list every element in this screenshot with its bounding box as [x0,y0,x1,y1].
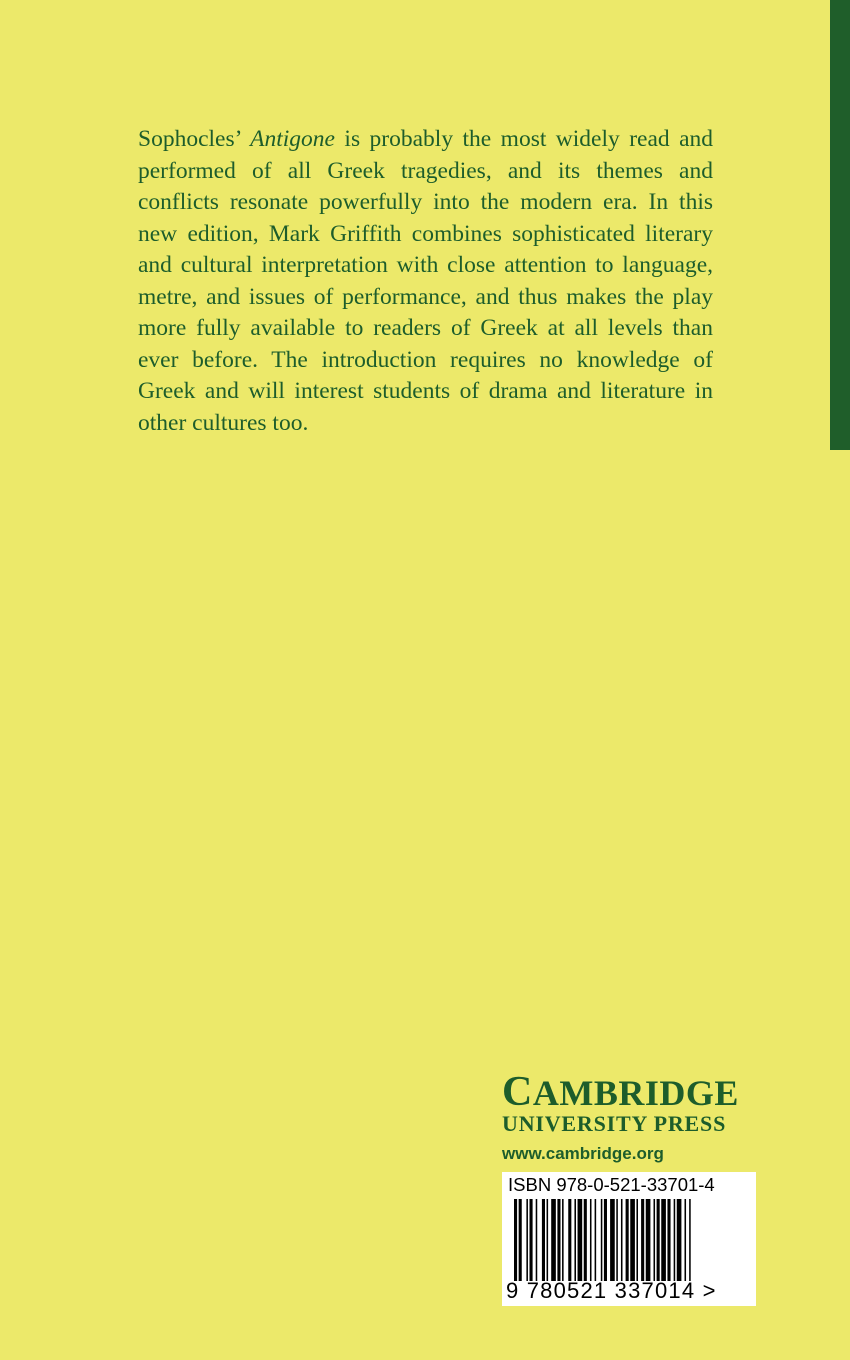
barcode-bar [657,1199,660,1281]
barcode-bar [578,1199,583,1281]
barcode-bar [674,1199,676,1281]
publisher-url: www.cambridge.org [502,1144,664,1163]
barcode-bar [574,1199,576,1281]
barcode-bar [661,1199,666,1281]
publisher-name: CAMBRIDGE [502,1069,739,1115]
barcode-bar [551,1199,556,1281]
barcode-bar [536,1199,538,1281]
barcode-bar [584,1199,587,1281]
barcode-bar [568,1199,571,1281]
barcode-bar [526,1199,528,1281]
barcode-bar [630,1199,635,1281]
spine-color-bar [830,0,850,450]
blurb-text-rest: is probably the most widely read and performed of all Greek tragedies, and its themes and conflicts resonate powerfully into the modern era. In this new edition, Mark Griffith combines sophisticated literary and cultural interpretation with close attention to language, metre, and issues of performance, and thus makes the play more fully available to readers of Greek at all levels than ever before. The introduction requires no knowledge of Greek and will interest students of drama and literature in other cultures too. [138,126,714,436]
barcode-bar [667,1199,670,1281]
back-cover-blurb [138,124,713,439]
isbn-barcode [502,1172,756,1306]
barcode-bar [604,1199,607,1281]
barcode-bar [547,1199,549,1281]
blurb-paragraph [138,124,713,439]
barcode-bar [514,1199,517,1281]
barcode-bar [646,1199,651,1281]
barcode-bar [626,1199,629,1281]
barcode-bar [685,1199,687,1281]
barcode-bar [595,1199,597,1281]
book-title-italic: Antigone [250,126,335,152]
barcode-bar [689,1199,691,1281]
barcode-bar [610,1199,615,1281]
barcode-bar [542,1199,545,1281]
publisher-block [502,1069,758,1165]
barcode-bar [562,1199,564,1281]
barcode-bar [519,1199,522,1281]
barcode-bar [557,1199,560,1281]
barcode-bar [641,1199,644,1281]
barcode-bar [590,1199,592,1281]
barcode-bar [616,1199,618,1281]
isbn-digits: 9 780521 337014 > [506,1278,717,1303]
isbn-label: ISBN 978-0-521-33701-4 [508,1174,715,1195]
blurb-text-start: Sophocles’ [138,126,251,152]
barcode-bar [654,1199,656,1281]
barcode-bar [601,1199,603,1281]
publisher-subtitle: UNIVERSITY PRESS [502,1111,727,1136]
barcode-bars [514,1199,746,1281]
barcode-bar [621,1199,623,1281]
barcode-bar [677,1199,682,1281]
barcode-bar [636,1199,638,1281]
barcode-bar [530,1199,533,1281]
